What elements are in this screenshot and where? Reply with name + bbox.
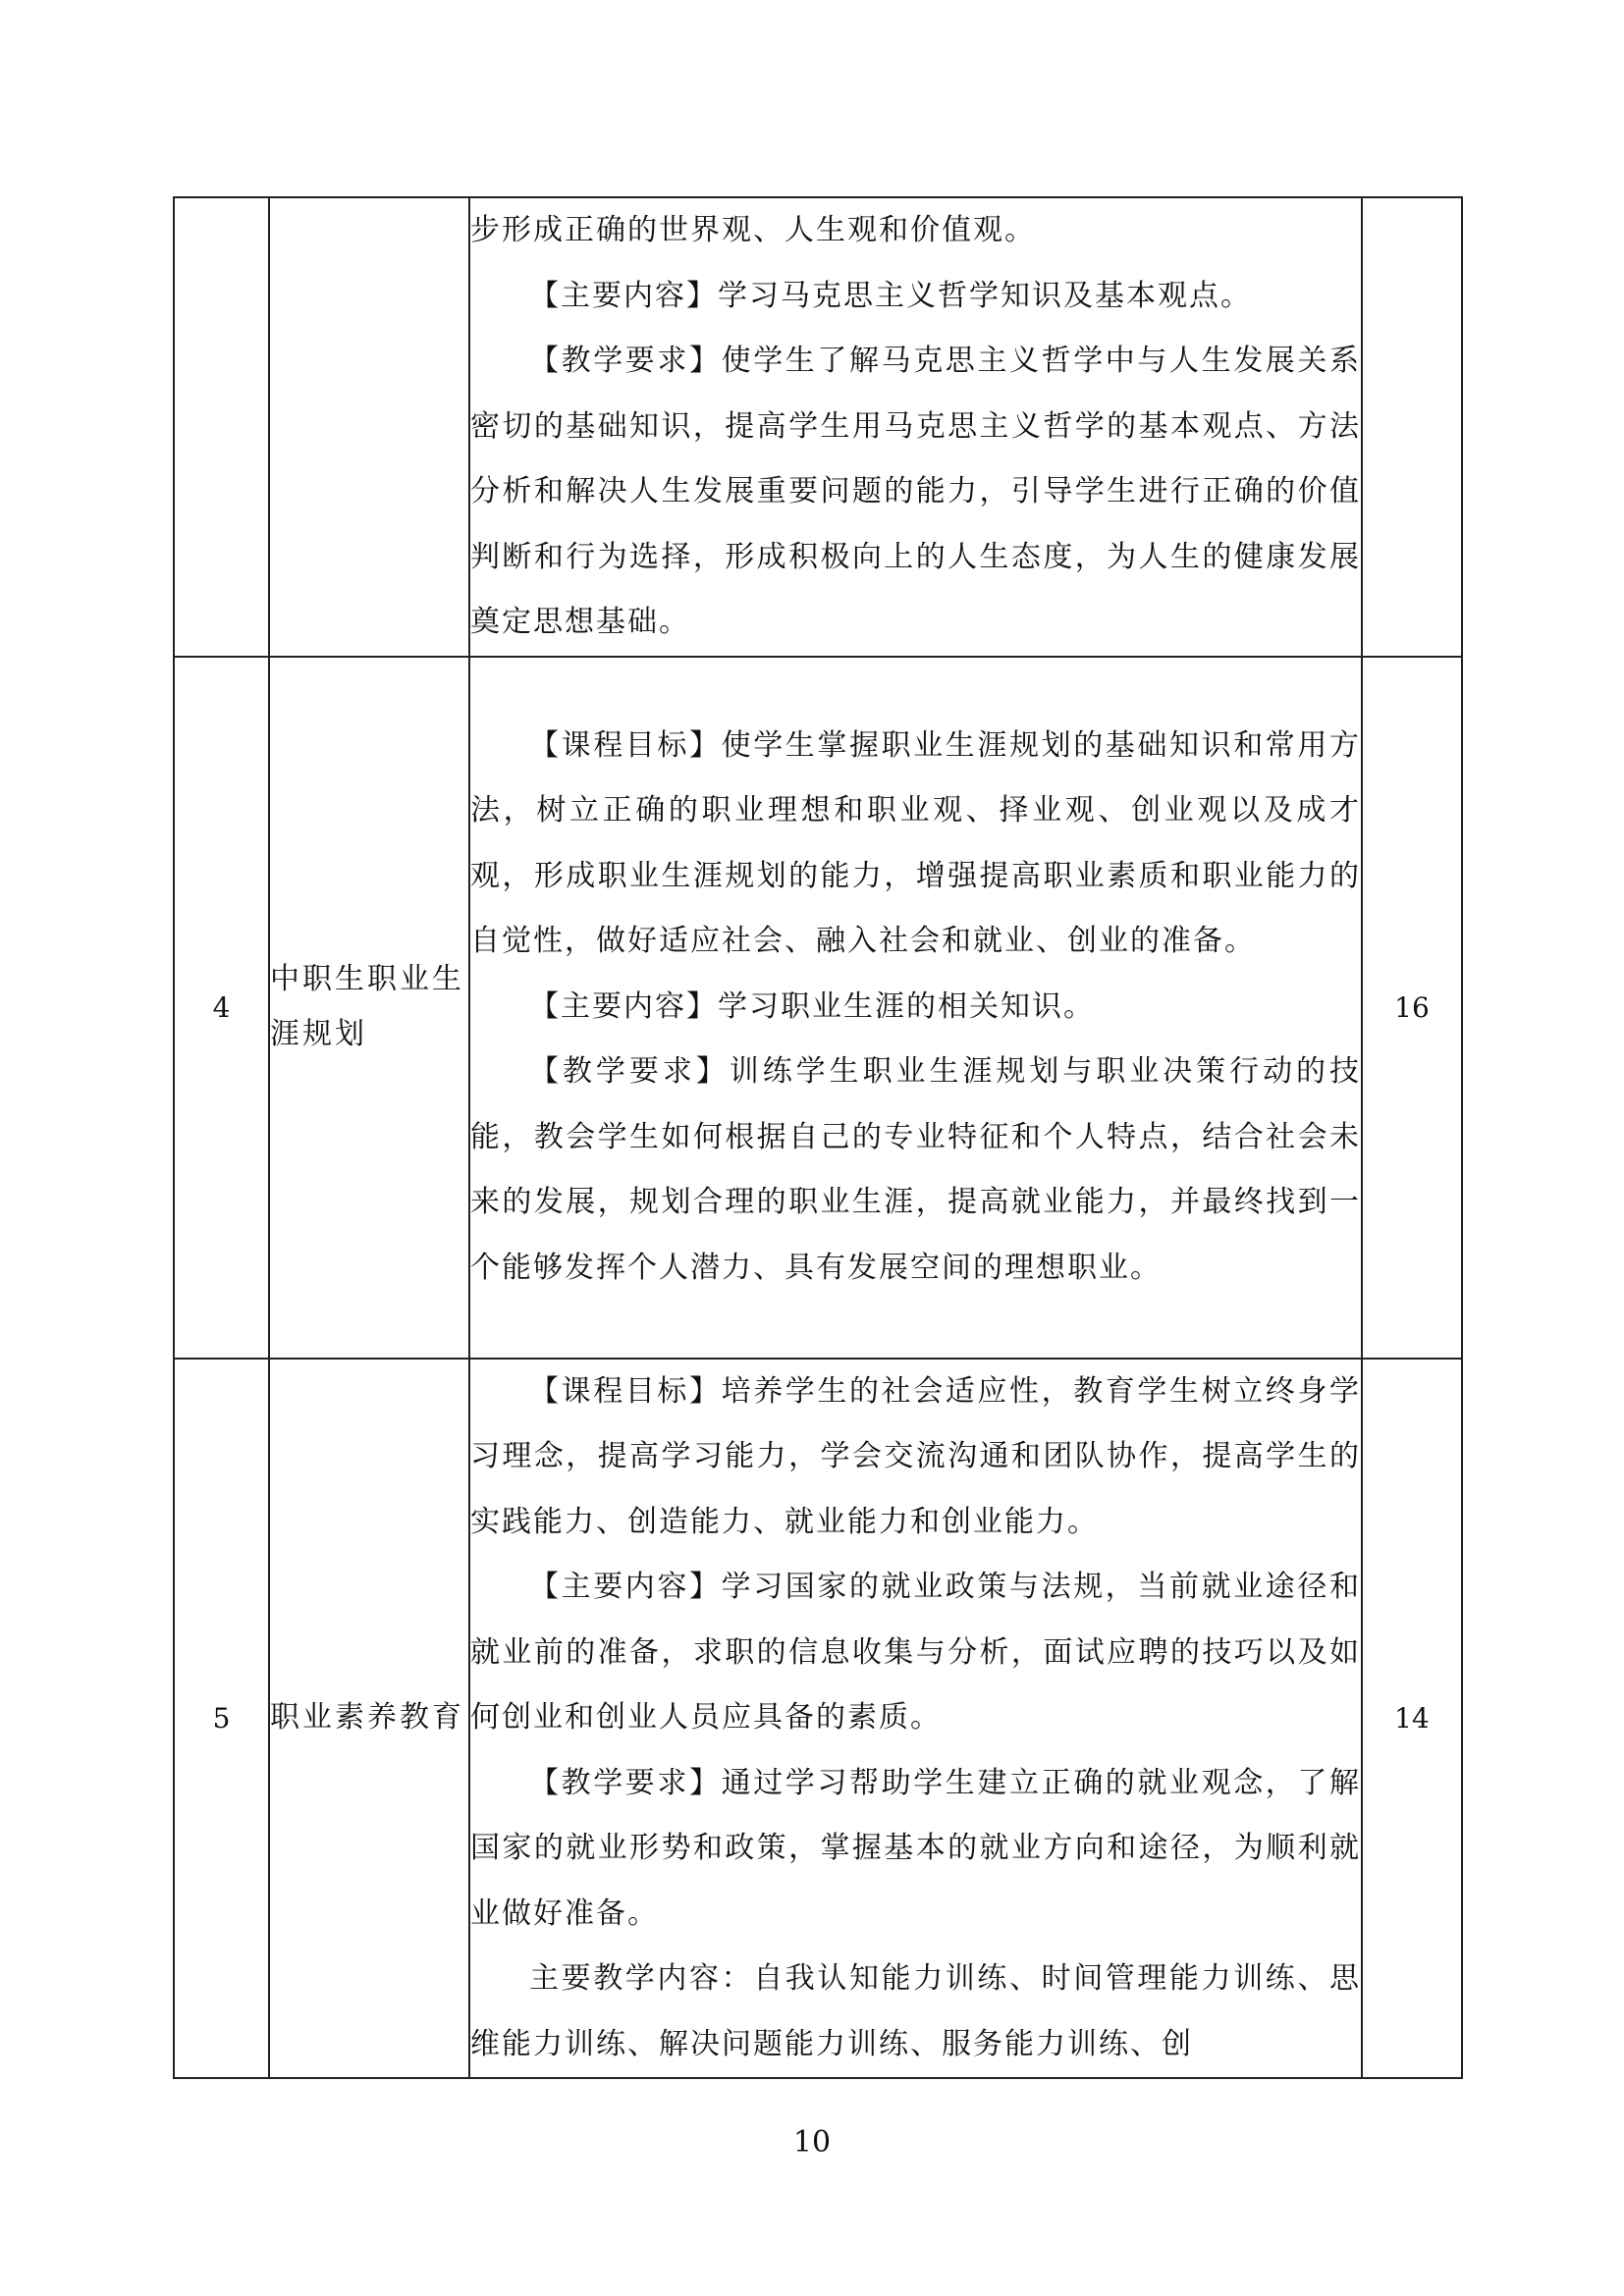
table-row: [174, 197, 1462, 657]
course-name-cell: 职业素养教育: [269, 1359, 469, 2079]
course-content-cell: [469, 197, 1362, 657]
content-paragraph: 【课程目标】培养学生的社会适应性，教育学生树立终身学习理念，提高学习能力，学会交流沟通和团队协作，提高学生的实践能力、创造能力、就业能力和创业能力。: [470, 1373, 1361, 1539]
content-paragraph: 主要教学内容：自我认知能力训练、时间管理能力训练、思维能力训练、解决问题能力训练、服务能力训练、创: [470, 1961, 1361, 2061]
course-table: [173, 196, 1463, 2079]
course-number-cell: 4: [174, 657, 269, 1359]
course-content-cell: [469, 657, 1362, 1359]
course-content-cell: [469, 1359, 1362, 2079]
content-paragraph: 【教学要求】训练学生职业生涯规划与职业决策行动的技能，教会学生如何根据自己的专业特征和个人特点，结合社会未来的发展，规划合理的职业生涯，提高就业能力，并最终找到一个能够发挥个人潜力、具有发展空间的理想职业。: [470, 1054, 1361, 1285]
content-paragraph: 【教学要求】通过学习帮助学生建立正确的就业观念，了解国家的就业形势和政策，掌握基本的就业方向和途径，为顺利就业做好准备。: [470, 1765, 1361, 1931]
course-hours-cell: 14: [1362, 1359, 1462, 2079]
content-paragraph: 【主要内容】学习马克思主义哲学知识及基本观点。: [529, 278, 1252, 313]
page-number: 10: [792, 2125, 832, 2160]
table-row: [174, 1359, 1462, 2079]
content-paragraph: 步形成正确的世界观、人生观和价值观。: [470, 213, 1036, 247]
content-paragraph: 【课程目标】使学生掌握职业生涯规划的基础知识和常用方法，树立正确的职业理想和职业观、择业观、创业观以及成才观，形成职业生涯规划的能力，增强提高职业素质和职业能力的自觉性，做好适应社会、融入社会和就业、创业的准备。: [470, 727, 1361, 959]
table-row: [174, 657, 1462, 1359]
content-paragraph: 【主要内容】学习国家的就业政策与法规，当前就业途径和就业前的准备，求职的信息收集与分析，面试应聘的技巧以及如何创业和创业人员应具备的素质。: [470, 1570, 1361, 1735]
course-hours-cell: [1362, 197, 1462, 657]
content-paragraph: 【主要内容】学习职业生涯的相关知识。: [529, 988, 1095, 1024]
course-number-cell: [174, 197, 269, 657]
course-name-cell: [269, 197, 469, 657]
content-paragraph: 【教学要求】使学生了解马克思主义哲学中与人生发展关系密切的基础知识，提高学生用马克思主义哲学的基本观点、方法分析和解决人生发展重要问题的能力，引导学生进行正确的价值判断和行为选择，形成积极向上的人生态度，为人生的健康发展奠定思想基础。: [470, 344, 1361, 639]
course-number-cell: 5: [174, 1359, 269, 2079]
course-hours-cell: 16: [1362, 657, 1462, 1359]
course-name-cell: 中职生职业生涯规划: [269, 657, 469, 1359]
